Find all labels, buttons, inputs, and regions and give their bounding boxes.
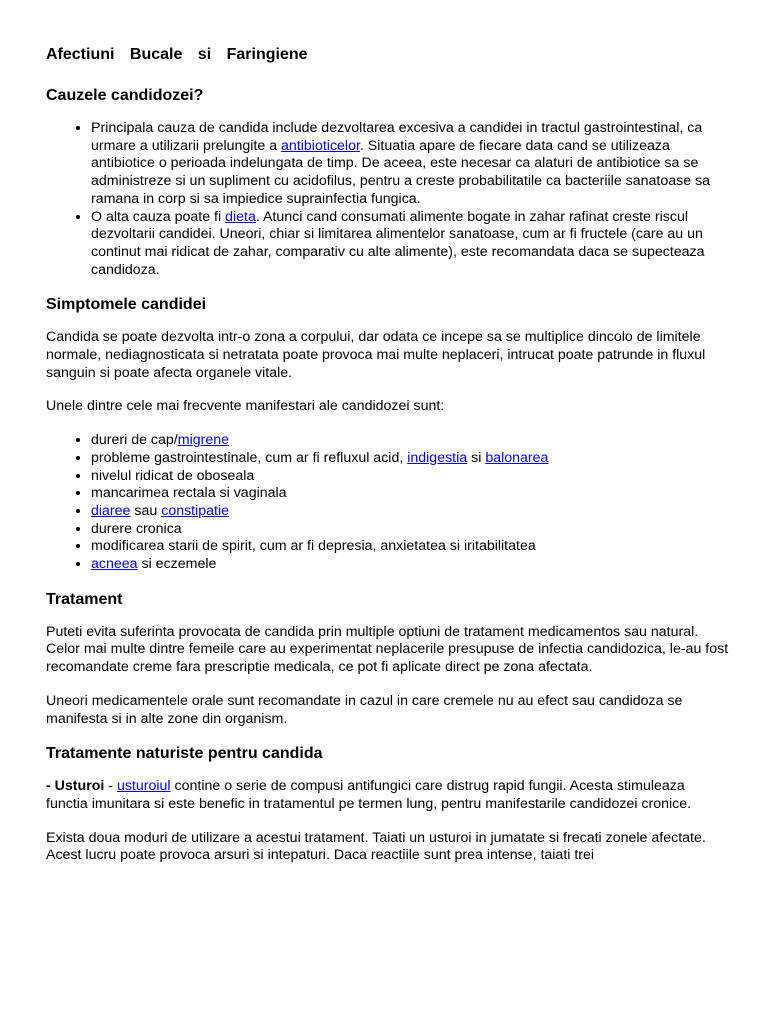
- list-item: [91, 120, 730, 209]
- list-item: [91, 556, 730, 574]
- paragraph: Exista doua moduri de utilizare a acestui tratament. Taiati un usturoi in jumatate si frecati zonele afectate. Acest lucru poate provoca arsuri si intepaturi. Daca reactiile sunt prea intense, taiati trei: [46, 829, 706, 864]
- link-antibiotice[interactable]: antibioticelor: [281, 137, 360, 154]
- section-heading-causes: Cauzele candidozei?: [46, 87, 204, 104]
- document-content: [46, 45, 730, 881]
- list-item: • modificarea starii de spirit, cum ar fi depresia, anxietatea si iritabilitatea: [91, 538, 730, 556]
- document-title: Afectiuni Bucale si Faringiene: [46, 46, 308, 63]
- list-item-text: sau: [130, 502, 162, 519]
- paragraph: Uneori medicamentele orale sunt recomandate in cazul in care cremele nu au efect sau candidoza se manifesta si in alte zone din organism.: [46, 692, 683, 727]
- section-heading-natural-treatments: Tratamente naturiste pentru candida: [46, 745, 323, 763]
- list-item: • mancarimea rectala si vaginala: [91, 485, 730, 503]
- link-constipatie[interactable]: constipatie: [161, 502, 230, 519]
- term-usturoi: - Usturoi: [46, 778, 105, 795]
- separator-text: -: [104, 778, 117, 795]
- list-item-text: si eczemele: [137, 556, 217, 573]
- symptoms-list: [46, 432, 730, 574]
- list-item: [91, 503, 730, 521]
- list-item-text: dureri de cap/: [91, 432, 178, 449]
- link-diaree[interactable]: diaree: [91, 502, 131, 519]
- link-indigestia[interactable]: indigestia: [407, 449, 468, 466]
- link-migrene[interactable]: migrene: [177, 432, 230, 449]
- list-item-text: si: [467, 449, 486, 466]
- link-usturoiul[interactable]: usturoiul: [116, 778, 171, 795]
- list-item-text: Principala cauza de candida include dezvoltarea excesiva a candidei in tractul gastrointestinal, ca urmare a utilizarii prelungite a: [91, 120, 703, 154]
- list-item-text: . Atunci cand consumati alimente bogate in zahar rafinat creste riscul dezvoltarii candidei. Uneori, chiar si limitarea alimentelor sanatoase, cum ar fi fructele (care au un continut mai ridicat de zahar, comparativ cu alte alimente), este recomandata daca se supecteaza candidoza.: [91, 208, 705, 278]
- section-heading-treatment: Tratament: [46, 590, 123, 608]
- link-dieta[interactable]: dieta: [225, 208, 256, 225]
- paragraph: [46, 778, 730, 813]
- link-acneea[interactable]: acneea: [91, 556, 138, 573]
- paragraph-text: contine o serie de compusi antifungici care distrug rapid fungii. Acesta stimuleaza functia imunitara si este benefic in tratamentul pe termen lung, pentru manifestarile candidozei cronice.: [46, 778, 692, 812]
- list-item: [91, 450, 730, 468]
- link-balonarea[interactable]: balonarea: [485, 449, 549, 466]
- list-item: [91, 432, 730, 450]
- list-item: [91, 209, 730, 280]
- list-item: • durere cronica: [91, 521, 730, 539]
- paragraph: Candida se poate dezvolta intr-o zona a corpului, dar odata ce incepe sa se multiplice dincolo de limitele normale, nediagnosticata si netratata poate provoca mai multe neplaceri, intrucat poate patrunde in fluxul sanguin si poate afecta organele vitale.: [46, 329, 706, 381]
- list-item-text: probleme gastrointestinale, cum ar fi refluxul acid,: [91, 449, 408, 466]
- list-item: • nivelul ridicat de oboseala: [91, 468, 730, 486]
- causes-list: [46, 120, 730, 279]
- paragraph: Unele dintre cele mai frecvente manifestari ale candidozei sunt:: [46, 398, 445, 415]
- paragraph: Puteti evita suferinta provocata de candida prin multiple optiuni de tratament medicamentos sau natural. Celor mai multe dintre femeile care au experimentat neplacerile presupuse de infectia candidozica, le-au fost recomandate creme fara prescriptie medicala, ce pot fi aplicate direct pe zona afectata.: [46, 623, 729, 676]
- list-item-text: . Situatia apare de fiecare data cand se utilizeaza antibiotice o perioada indelungata de timp. De aceea, este necesar ca alaturi de antibiotice sa se administreze si un supliment cu acidofilus, pentru a creste probabilitatile ca bacteriile sanatoase sa ramana in corp si sa impiedice suprainfectia fungica.: [91, 137, 711, 207]
- list-item-text: O alta cauza poate fi: [91, 208, 226, 225]
- section-heading-symptoms: Simptomele candidei: [46, 296, 207, 314]
